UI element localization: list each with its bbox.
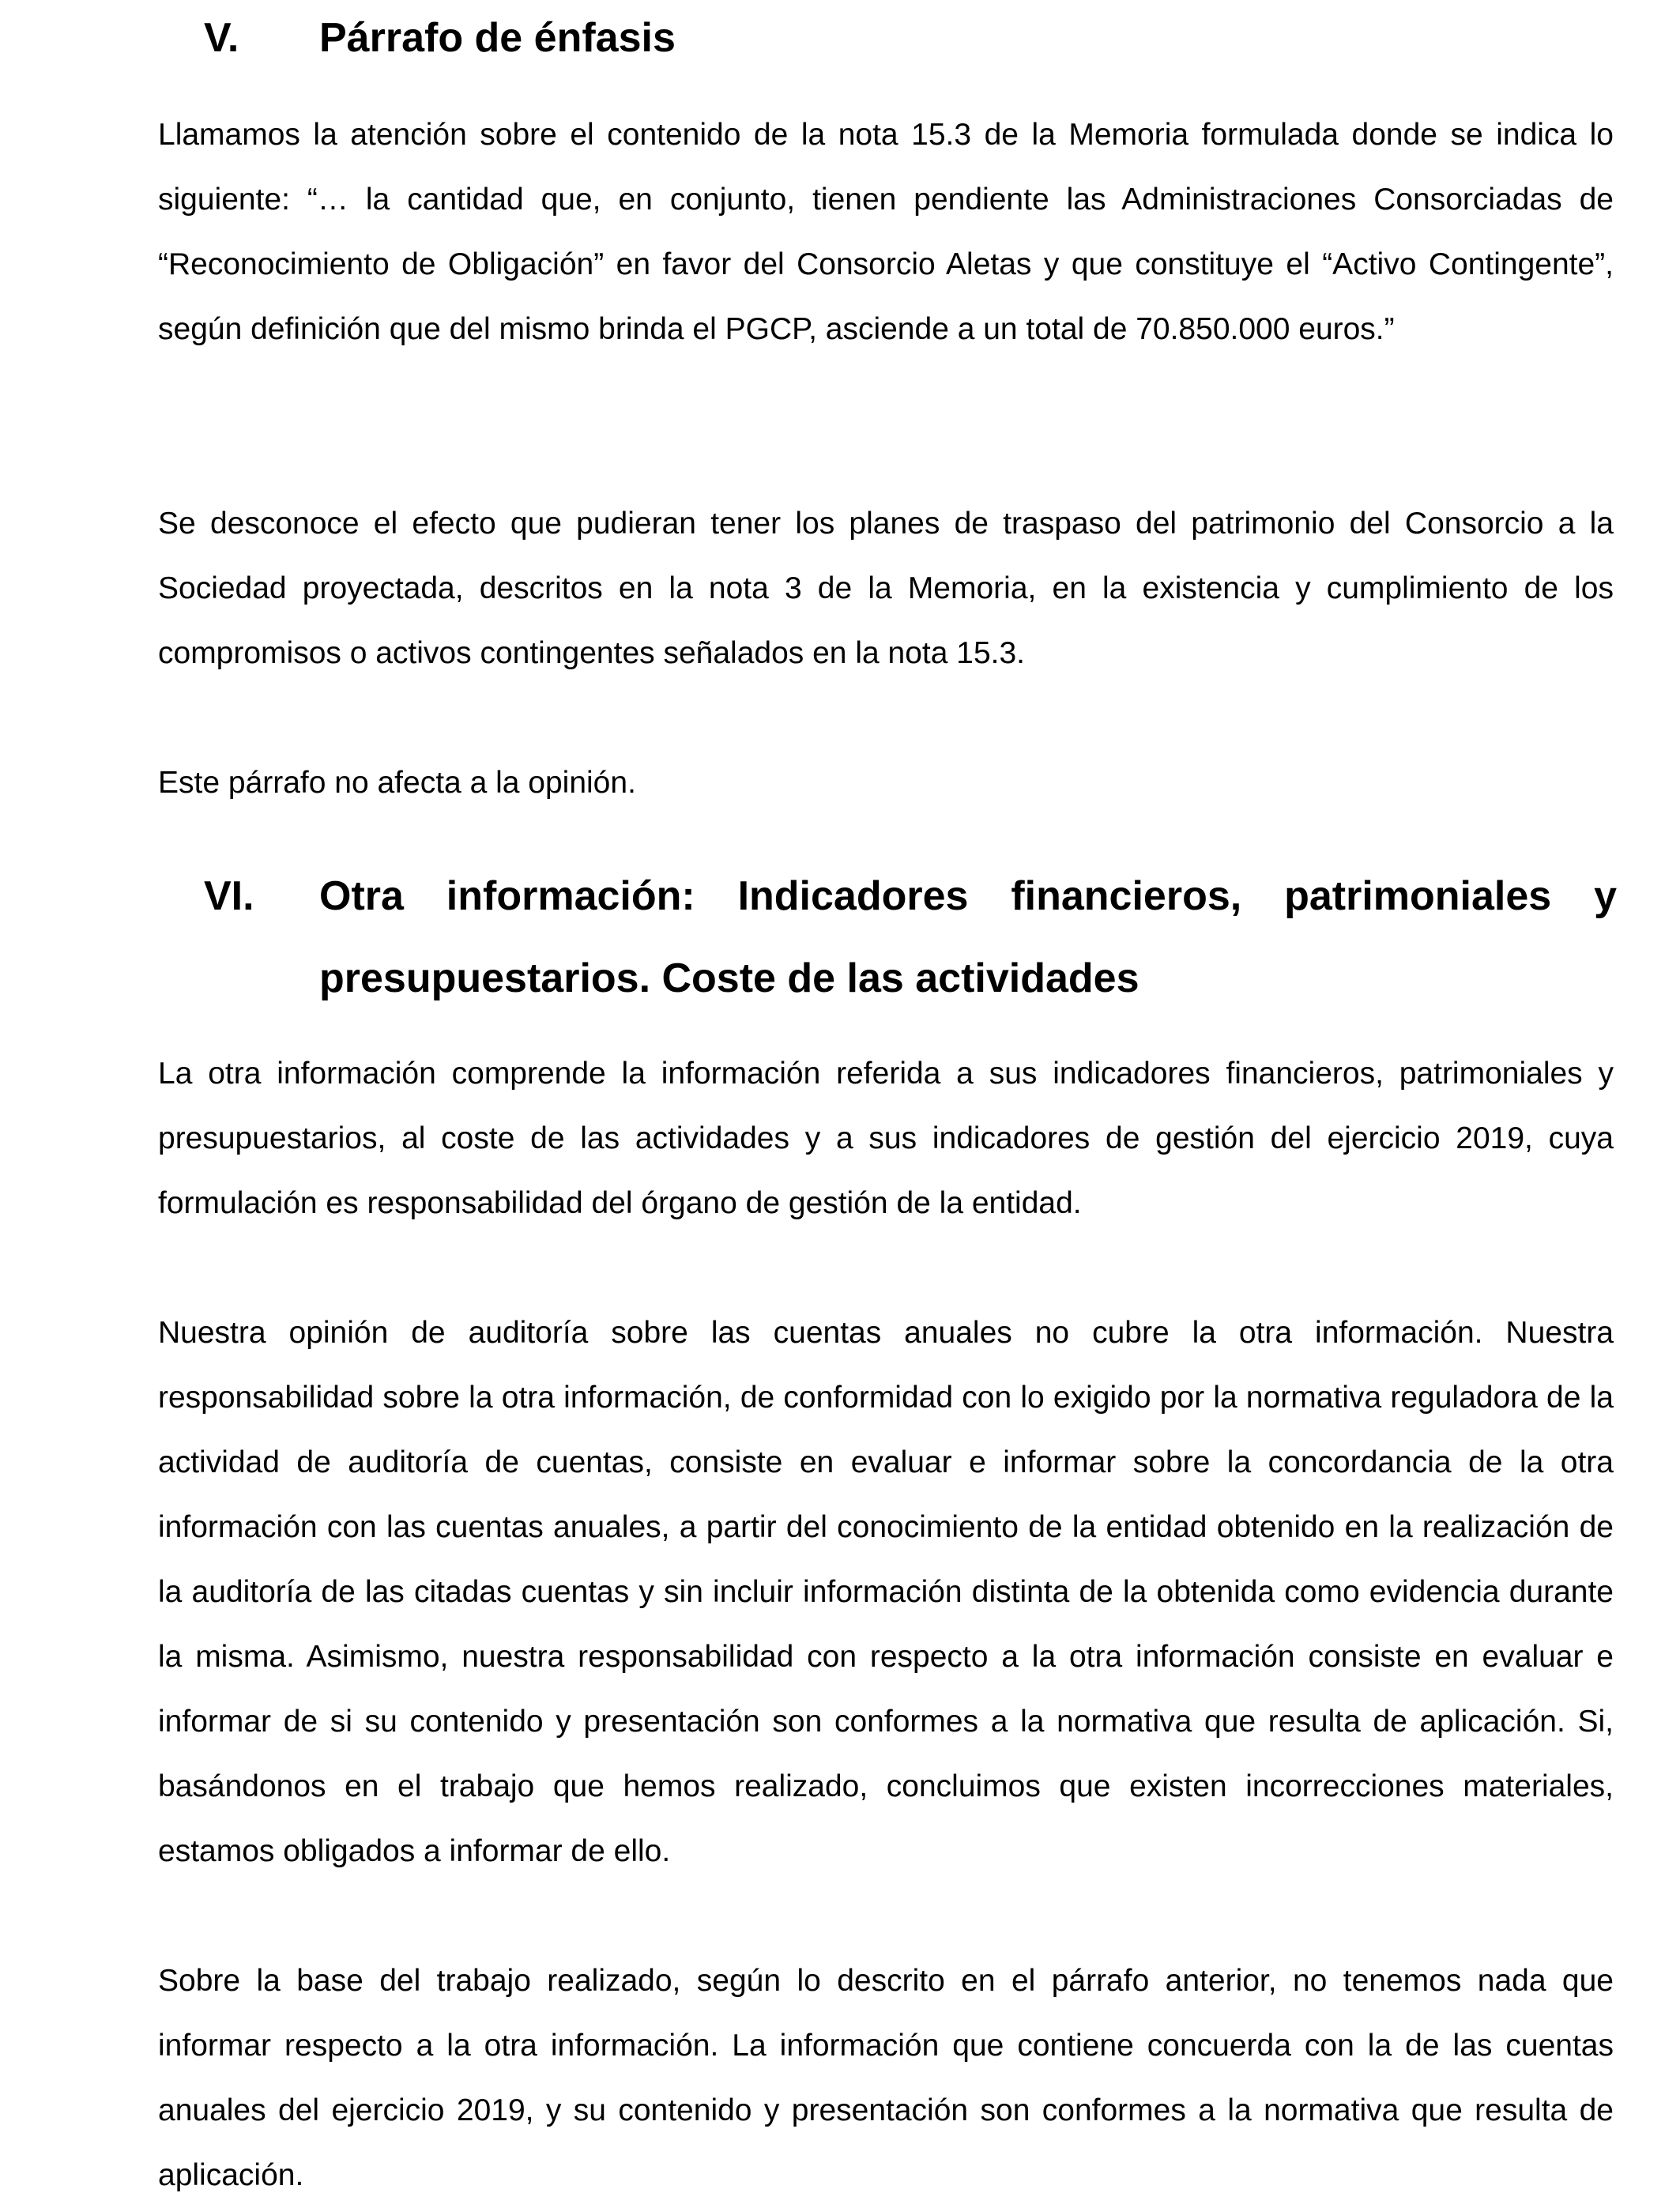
section-v-title: Párrafo de énfasis [319,15,676,61]
section-vi-paragraph-1: La otra información comprende la información referida a sus indicadores financieros, patrimoniales y presupuestarios, al coste de las actividades y a sus indicadores de gestión del ejercicio 2019, cuya formulación es responsabilidad del órgano de gestión de la entidad. [158,1057,1614,1220]
section-vi-title: Otra información: Indicadores financieros, patrimoniales y presupuestarios. Coste de las actividades [319,873,1617,1001]
section-vi-paragraph-3: Sobre la base del trabajo realizado, según lo descrito en el párrafo anterior, no tenemos nada que informar respecto a la otra información. La información que contiene concuerda con la de las cuentas anuales del ejercicio 2019, y su contenido y presentación son conformes a la normativa que resulta de aplicación. [158,1964,1614,2192]
section-v-number: V. [204,15,239,61]
section-v-paragraph-2: Se desconoce el efecto que pudieran tener los planes de traspaso del patrimonio del Consorcio a la Sociedad proyectada, descritos en la nota 3 de la Memoria, en la existencia y cumplimiento de los compromisos o activos contingentes señalados en la nota 15.3. [158,507,1614,670]
section-v-paragraph-3: Este párrafo no afecta a la opinión. [158,766,636,800]
section-vi-paragraph-2: Nuestra opinión de auditoría sobre las cuentas anuales no cubre la otra información. Nuestra responsabilidad sobre la otra información, de conformidad con lo exigido por la normativa reguladora de la actividad de auditoría de cuentas, consiste en evaluar e informar sobre la concordancia de la otra información con las cuentas anuales, a partir del conocimiento de la entidad obtenido en la realización de la auditoría de las citadas cuentas y sin incluir información distinta de la obtenida como evidencia durante la misma. Asimismo, nuestra responsabilidad con respecto a la otra información consiste en evaluar e informar de si su contenido y presentación son conformes a la normativa que resulta de aplicación. Si, basándonos en el trabajo que hemos realizado, concluimos que existen incorrecciones materiales, estamos obligados a informar de ello. [158,1316,1614,1868]
section-v-heading [204,0,1617,79]
section-vi-number: VI. [204,873,254,919]
section-v-paragraph-1: Llamamos la atención sobre el contenido de la nota 15.3 de la Memoria formulada donde se indica lo siguiente: “… la cantidad que, en conjunto, tienen pendiente las Administraciones Consorciadas de “Reconocimiento de Obligación” en favor del Consorcio Aletas y que constituye el “Activo Contingente”, según definición que del mismo brinda el PGCP, asciende a un total de 70.850.000 euros.” [158,118,1614,346]
section-vi-heading [204,855,1617,1019]
